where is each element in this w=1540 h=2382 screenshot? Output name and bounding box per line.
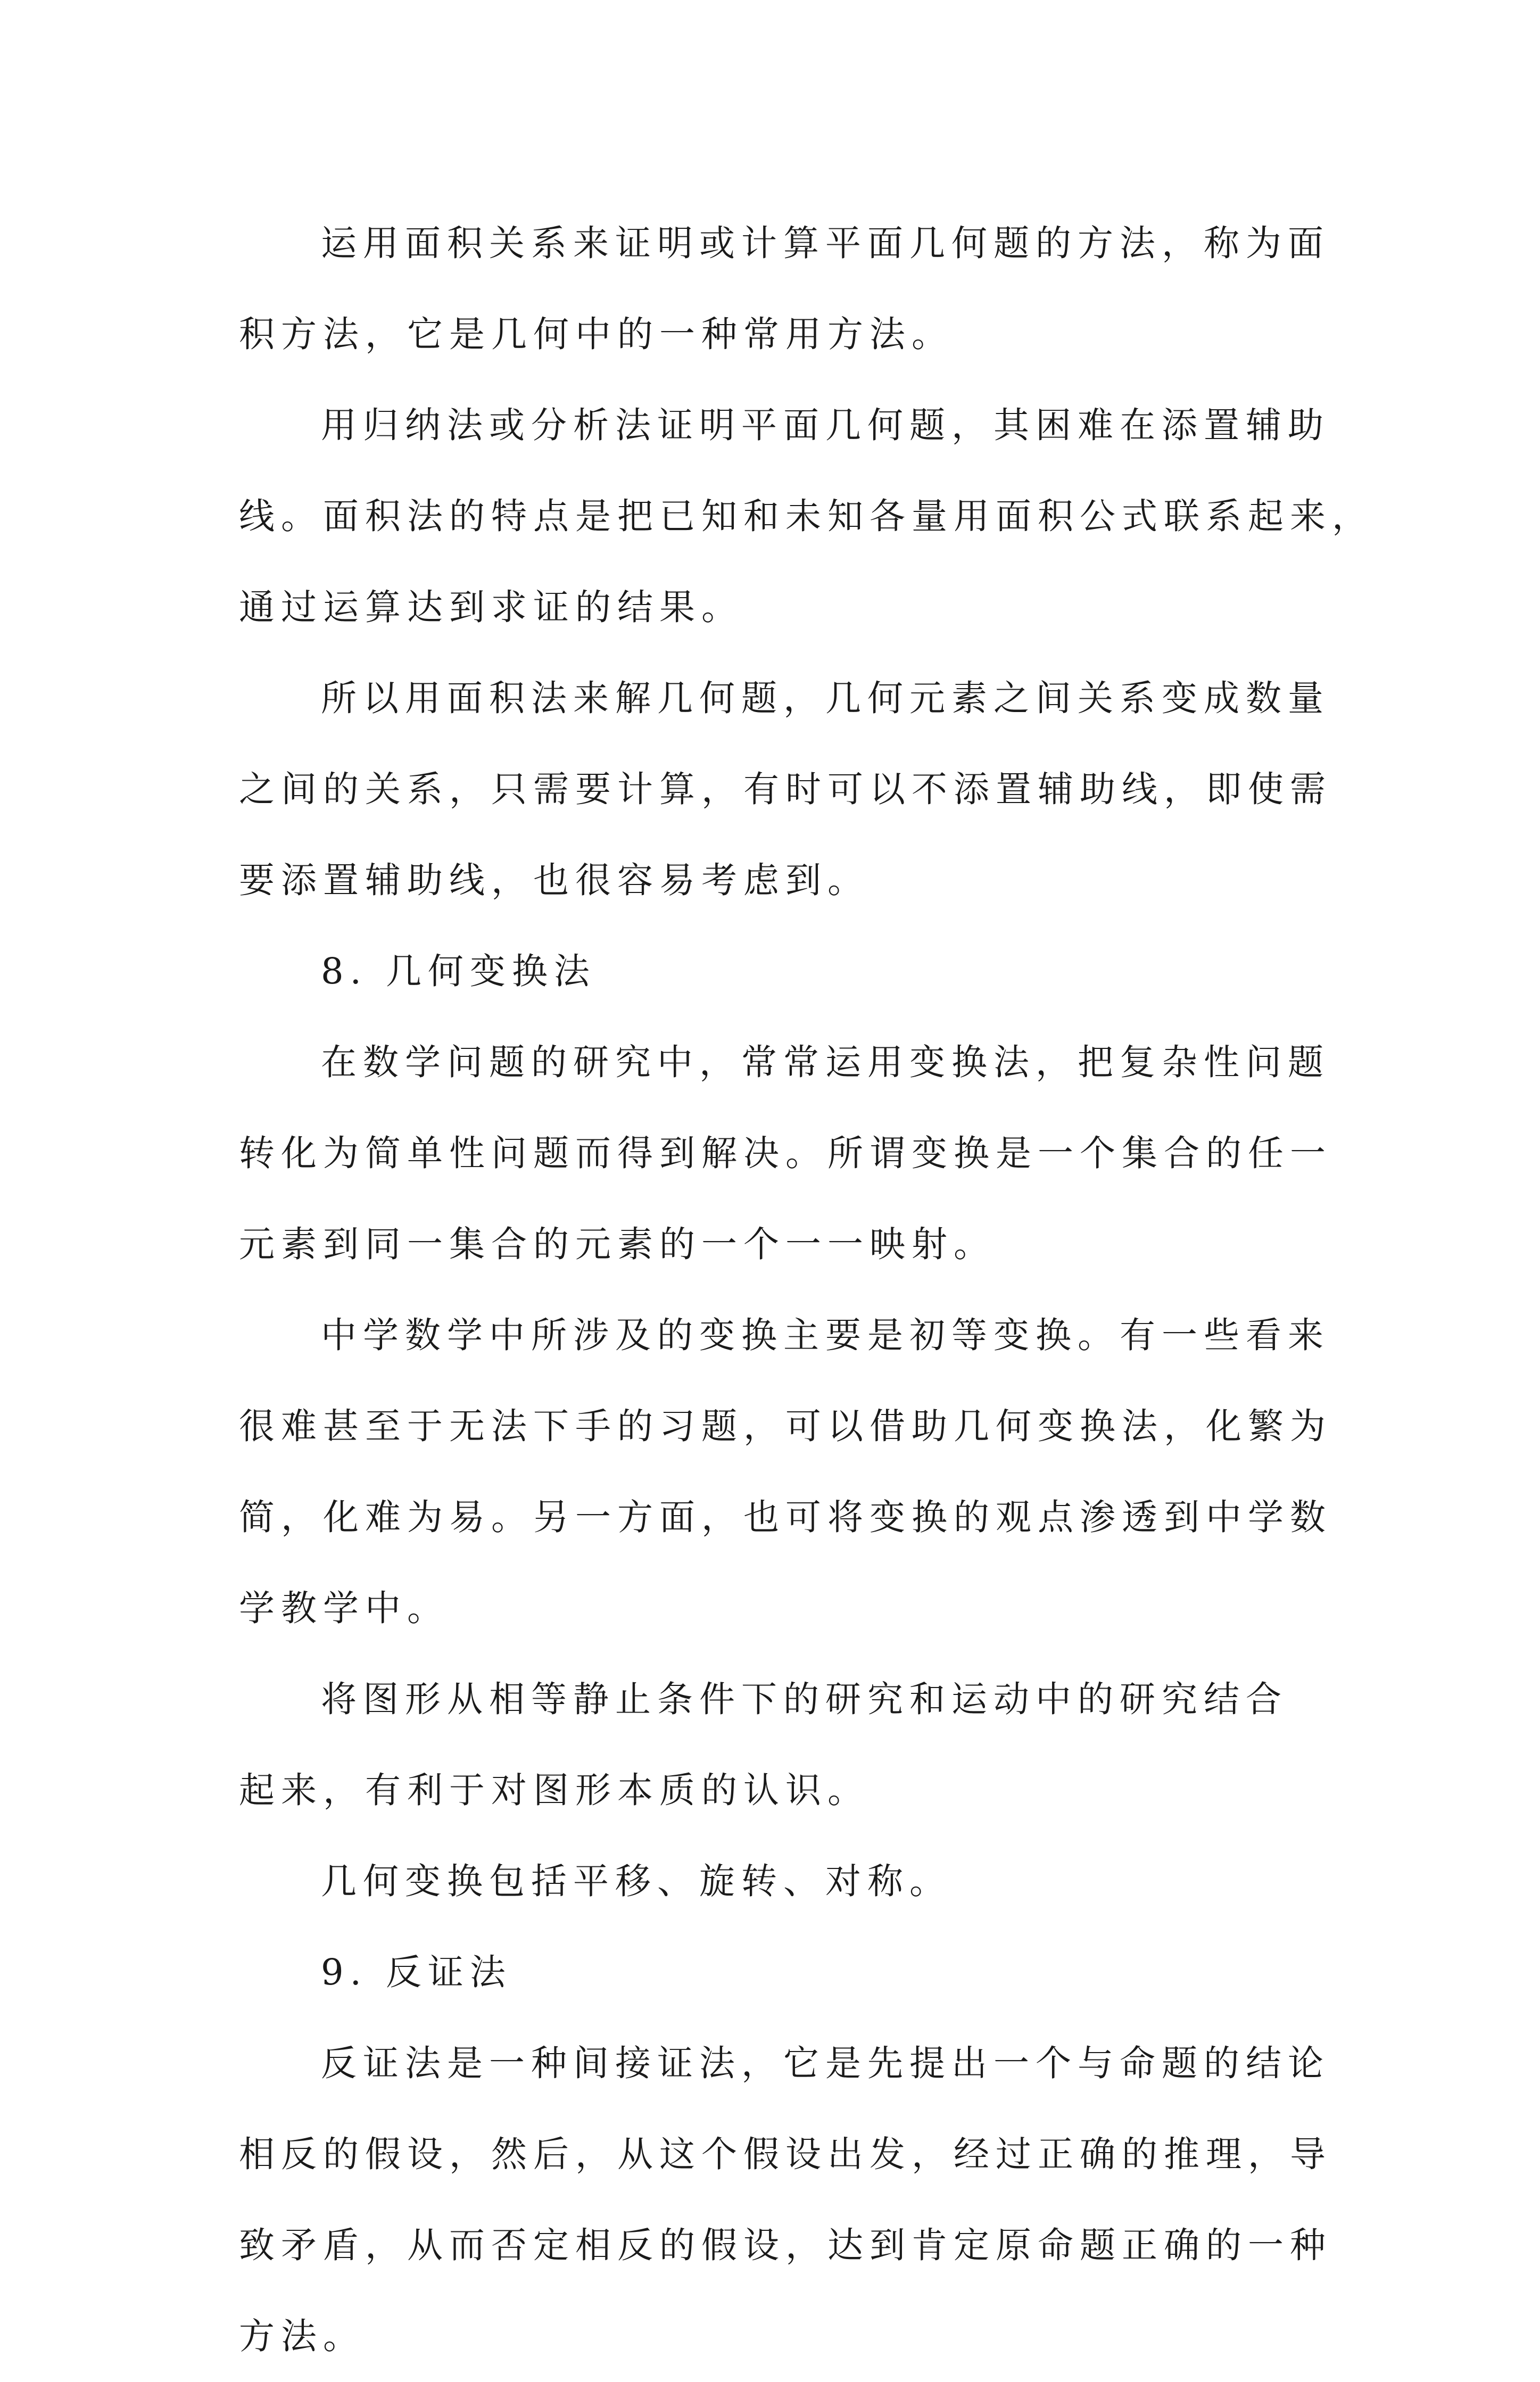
paragraph-contradiction-definition (239, 2018, 1332, 2382)
text-line: 在数学问题的研究中，常常运用变换法，把复杂性问题 (321, 1041, 1330, 1083)
text-line: 简，化难为易。另一方面，也可将变换的观点渗透到中学数 (239, 1496, 1332, 1538)
text-line: 积方法，它是几何中的一种常用方法。 (239, 313, 954, 355)
section-title: 几何变换法 (385, 950, 596, 992)
paragraph-transformation-definition (239, 1017, 1332, 1290)
paragraph-transformation-types (239, 1836, 1309, 1927)
paragraph-area-method-definition (239, 198, 1330, 380)
document-body (239, 198, 1374, 2382)
paragraph-area-method-features (239, 380, 1374, 653)
text-line: 致矛盾，从而否定相反的假设，达到肯定原命题正确的一种 (239, 2224, 1332, 2266)
text-line: 很难甚至于无法下手的习题，可以借助几何变换法，化繁为 (239, 1405, 1332, 1447)
text-line: 要添置辅助线，也很容易考虑到。 (239, 859, 870, 901)
text-line: 相反的假设，然后，从这个假设出发，经过正确的推理，导 (239, 2133, 1332, 2175)
text-line: 之间的关系，只需要计算，有时可以不添置辅助线，即使需 (239, 768, 1332, 810)
text-line: 元素到同一集合的元素的一个一一映射。 (239, 1223, 996, 1265)
paragraph-area-method-advantage (239, 653, 1332, 926)
text-line: 转化为简单性问题而得到解决。所谓变换是一个集合的任一 (239, 1132, 1332, 1174)
section-number: 9. (321, 1951, 368, 1993)
section-title: 反证法 (385, 1951, 512, 1993)
text-line: 所以用面积法来解几何题，几何元素之间关系变成数量 (321, 677, 1330, 719)
text-line: 起来，有利于对图形本质的认识。 (239, 1769, 870, 1811)
text-line: 方法。 (239, 2315, 365, 2357)
paragraph-elementary-transformation (239, 1290, 1332, 1654)
text-line: 反证法是一种间接证法，它是先提出一个与命题的结论 (321, 2042, 1330, 2084)
text-line: 将图形从相等静止条件下的研究和运动中的研究结合 (321, 1678, 1288, 1720)
text-line: 用归纳法或分析法证明平面几何题，其困难在添置辅助 (321, 404, 1330, 446)
text-line: 几何变换包括平移、旋转、对称。 (321, 1860, 951, 1902)
text-line: 学教学中。 (239, 1587, 449, 1629)
text-line: 线。面积法的特点是把已知和未知各量用面积公式联系起来， (239, 495, 1374, 537)
section-number: 8. (321, 950, 368, 992)
section-heading-proof-by-contradiction (239, 1927, 1309, 2018)
text-line: 中学数学中所涉及的变换主要是初等变换。有一些看来 (321, 1314, 1330, 1356)
text-line: 通过运算达到求证的结果。 (239, 586, 743, 628)
section-heading-geometric-transformation (239, 926, 1309, 1017)
paragraph-static-and-motion (239, 1654, 1309, 1836)
text-line: 运用面积关系来证明或计算平面几何题的方法，称为面 (321, 222, 1330, 264)
